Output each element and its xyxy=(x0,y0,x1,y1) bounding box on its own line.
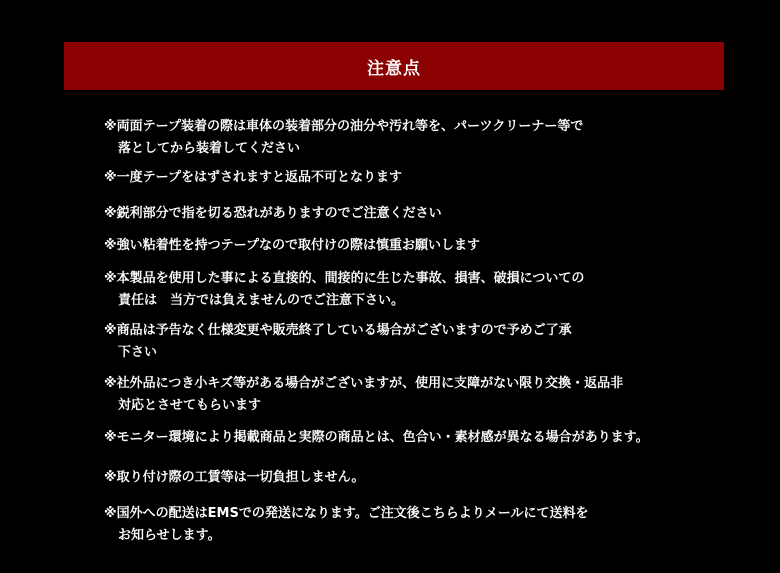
notice-item xyxy=(104,373,623,417)
notice-line: ※両面テープ装着の際は車体の装着部分の油分や汚れ等を、パーツクリーナー等で xyxy=(104,119,584,134)
notice-line: ※国外への配送はEMSでの発送になります。ご注文後こちらよりメールにて送料を xyxy=(104,506,589,521)
notice-line: 下さい xyxy=(118,345,158,360)
notice-line: 落としてから装着してください xyxy=(118,141,301,156)
notice-line: 対応とさせてもらいます xyxy=(118,398,262,413)
notice-line: 責任は 当方では負えませんのでご注意下さい。 xyxy=(118,293,405,308)
notice-item xyxy=(104,503,589,547)
notice-item xyxy=(104,427,649,449)
notice-line: ※強い粘着性を持つテープなので取付けの際は慎重お願いします xyxy=(104,238,480,253)
notice-line: ※商品は予告なく仕様変更や販売終了している場合がございますので予めご了承 xyxy=(104,323,572,338)
notice-item xyxy=(104,467,364,489)
notice-line: ※一度テープをはずされますと返品不可となります xyxy=(104,170,402,185)
notice-line: ※社外品につき小キズ等がある場合がございますが、使用に支障がない限り交換・返品非 xyxy=(104,376,624,391)
notice-item xyxy=(104,235,480,257)
notice-item xyxy=(104,320,572,364)
notice-item xyxy=(104,116,583,160)
notice-line: ※鋭利部分で指を切る恐れがありますのでご注意ください xyxy=(104,206,442,221)
notice-item xyxy=(104,268,584,312)
notice-line: ※モニター環境により掲載商品と実際の商品とは、色合い・素材感が異なる場合があります。 xyxy=(104,430,649,445)
notice-item xyxy=(104,203,442,225)
notice-item xyxy=(104,167,402,189)
notice-line: ※取り付け際の工賃等は一切負担しません。 xyxy=(104,470,365,485)
notice-line: ※本製品を使用した事による直接的、間接的に生じた事故、損害、破損についての xyxy=(104,271,585,286)
notice-line: お知らせします。 xyxy=(118,528,221,543)
page-title: 注意点 xyxy=(367,58,421,79)
title-banner xyxy=(64,42,724,90)
